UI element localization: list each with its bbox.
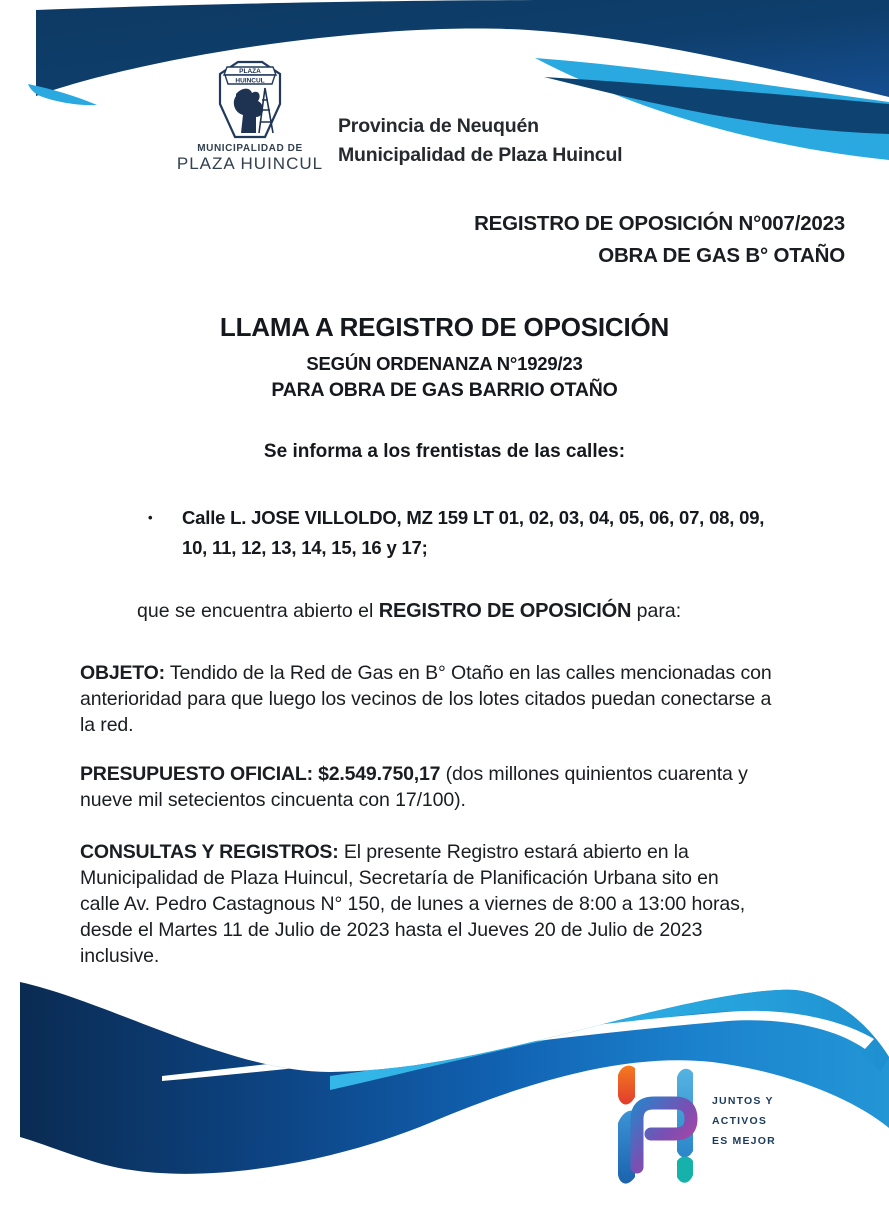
document-title-line1: REGISTRO DE OPOSICIÓN N°007/2023 xyxy=(474,212,845,235)
seal-banner-line2: HUINCUL xyxy=(235,77,265,85)
register-open-strong: REGISTRO DE OPOSICIÓN xyxy=(378,600,632,622)
section-consultas-text: El presente Registro estará abierto en la Municipalidad de Plaza Huincul, Secretaría de Planificación Urbana sito en calle Av. Pedro Castagnous N° 150, de lunes a viernes de 8:00 a 13:00 horas, desde el Martes 11 de Julio de 2023 hasta el Jueves 20 de Julio de 2023 inclusive. xyxy=(80,841,746,967)
top-navy-band xyxy=(36,0,889,97)
document-title xyxy=(474,208,845,272)
municipality-line: Municipalidad de Plaza Huincul xyxy=(338,144,623,166)
brand-logo-icon xyxy=(615,1063,710,1188)
bullet-icon: • xyxy=(148,510,153,525)
province-line: Provincia de Neuquén xyxy=(338,115,539,137)
brand-slogan-line2: ACTIVOS xyxy=(712,1115,768,1127)
logo-bar-right-bottom xyxy=(677,1157,693,1183)
top-wave-decoration xyxy=(0,0,889,200)
section-objeto-text: Tendido de la Red de Gas en B° Otaño en las calles mencionadas con anterioridad para que luego los vecinos de los lotes citados puedan conectarse a la red. xyxy=(80,662,772,736)
call-heading-main: LLAMA A REGISTRO DE OPOSICIÓN xyxy=(219,312,670,342)
section-objeto-label: OBJETO: xyxy=(80,662,165,684)
street-list-item xyxy=(148,503,775,563)
register-open-line xyxy=(137,598,837,624)
brand-slogan xyxy=(712,1091,776,1151)
section-consultas-label: CONSULTAS Y REGISTROS: xyxy=(80,841,339,863)
register-open-pre: que se encuentra abierto el xyxy=(137,600,379,622)
brand-slogan-line1: JUNTOS Y xyxy=(712,1095,774,1107)
register-open-post: para: xyxy=(631,600,682,622)
seal-org-line2: PLAZA HUINCUL xyxy=(176,154,324,173)
municipal-seal-block xyxy=(175,60,325,174)
section-objeto xyxy=(80,660,780,738)
intro-line: Se informa a los frentistas de las calles: xyxy=(263,441,626,462)
brand-logo-block xyxy=(615,1063,805,1188)
section-presupuesto-text: (dos millones quinientos cuarenta y nueve mil setecientos cincuenta con 17/100). xyxy=(80,763,748,811)
brand-slogan-line3: ES MEJOR xyxy=(712,1135,776,1147)
logo-flame-left-top xyxy=(618,1066,635,1105)
seal-org-line1: MUNICIPALIDAD DE xyxy=(197,143,303,154)
street-text: Calle L. JOSE VILLOLDO, MZ 159 LT 01, 02, 03, 04, 05, 06, 07, 08, 09, 10, 11, 12, 13, 14, 15, 16 y 17; xyxy=(182,507,765,558)
municipal-seal-icon xyxy=(214,60,286,140)
government-header xyxy=(338,112,622,170)
section-presupuesto-label: PRESUPUESTO OFICIAL: xyxy=(80,763,313,785)
section-presupuesto xyxy=(80,761,780,813)
call-heading-subject: PARA OBRA DE GAS BARRIO OTAÑO xyxy=(271,379,618,401)
section-presupuesto-amount: $2.549.750,17 xyxy=(312,763,441,785)
call-heading-ordinance: SEGÚN ORDENANZA N°1929/23 xyxy=(306,353,583,374)
document-title-line2: OBRA DE GAS B° OTAÑO xyxy=(598,244,845,267)
call-heading xyxy=(0,311,889,403)
seal-banner-line1: PLAZA xyxy=(239,68,261,75)
street-list xyxy=(148,503,775,563)
